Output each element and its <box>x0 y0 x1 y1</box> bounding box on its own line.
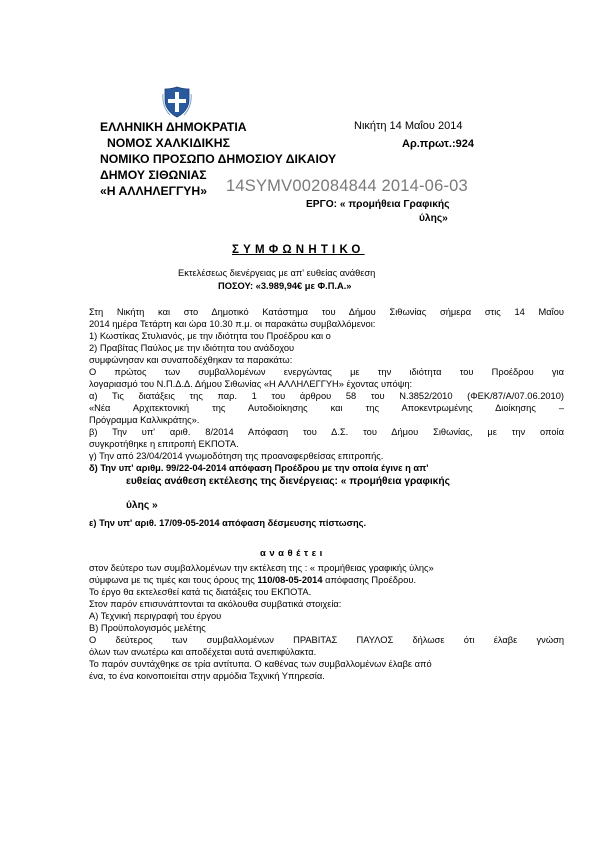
header-municipality: ΔΗΜΟΥ ΣΙΘΩΝΙΑΣ <box>100 168 207 182</box>
place-date: Νικήτη 14 Μαΐου 2014 <box>354 120 463 132</box>
contract-amount: ΠΟΣΟΥ: «3.989,94€ με Φ.Π.Α.» <box>218 281 352 291</box>
decision-number: 110/08-05-2014 <box>257 575 323 585</box>
paragraph-line: ε) Την υπ' αριθ. 17/09-05-2014 απόφαση δέσμευσης πίστωσης. <box>89 518 367 528</box>
text-segment: απόφασης Προέδρου. <box>322 575 417 585</box>
paragraph-line: Στη Νικήτη και στο Δημοτικό Κατάστημα του Δήμου Σιθωνίας σήμερα στις 14 Μαΐου <box>89 307 564 317</box>
paragraph-line: δ) Την υπ' αριθμ. 99/22-04-2014 απόφαση Προέδρου με την οποία έγινε η απ' <box>89 463 429 473</box>
header-organization: «Η ΑΛΛΗΛΕΓΓΥΗ» <box>100 184 207 198</box>
paragraph-line: γ) Την από 23/04/2014 γνωμοδότηση της προαναφερθείσας επιτροπής. <box>89 451 384 461</box>
paragraph-line: Ο δεύτερος των συμβαλλομένων ΠΡΑΒΙΤΑΣ ΠΑΥΛΟΣ δήλωσε ότι έλαβε γνώση <box>89 635 564 645</box>
paragraph-line: λογαριασμό του Ν.Π.Δ.Δ. Δήμου Σιθωνίας «Η ΑΛΛΗΛΕΓΓΥΗ» έχοντας υπόψη: <box>89 379 413 389</box>
paragraph-line: «Νέα Αρχιτεκτονική της Αυτοδιοίκησης και της Αποκεντρωμένης Διοίκησης – <box>89 403 564 413</box>
ada-code: 14SYMV002084844 2014-06-03 <box>226 177 468 195</box>
paragraph-line <box>89 575 416 587</box>
text-segment: σύμφωνα με τις τιμές και τους όρους της <box>89 575 258 585</box>
project-title-line1: ΕΡΓΟ: « προμήθεια Γραφικής <box>306 199 450 210</box>
paragraph-line: όλων των ανωτέρω και αποδέχεται αυτά ανεπιφύλακτα. <box>89 647 317 657</box>
greek-coat-of-arms-icon <box>162 86 192 118</box>
paragraph-line: συμφώνησαν και συναποδέχθηκαν τα παρακάτω: <box>89 355 293 365</box>
document-subtitle: Εκτελέσεως διενέργειας με απ' ευθείας ανάθεση <box>178 268 376 278</box>
paragraph-line: ευθείας ανάθεση εκτέλεσης της διενέργειας: « προμήθεια γραφικής <box>126 476 450 487</box>
paragraph-line: α) Τις διατάξεις της παρ. 1 του άρθρου 58 του Ν.3852/2010 (ΦΕΚ/87/Α/07.06.2010) <box>89 391 564 401</box>
protocol-number: Αρ.πρωτ.:924 <box>402 138 474 150</box>
paragraph-line: Πρόγραμμα Καλλικράτης». <box>89 415 200 425</box>
paragraph-line: β) Την υπ' αριθ. 8/2014 Απόφαση του Δ.Σ. του Δήμου Σιθωνίας, με την οποία <box>89 427 564 437</box>
header-legal-entity: ΝΟΜΙΚΟ ΠΡΟΣΩΠΟ ΔΗΜΟΣΙΟΥ ΔΙΚΑΙΟΥ <box>100 152 337 166</box>
paragraph-line: συγκροτήθηκε η επιτροπή ΕΚΠΟΤΑ. <box>89 439 239 449</box>
paragraph-line: Το έργο θα εκτελεσθεί κατά τις διατάξεις του ΕΚΠΟΤΑ. <box>89 587 312 597</box>
paragraph-line: Το παρόν συντάχθηκε σε τρία αντίτυπα. Ο καθένας των συμβαλλομένων έλαβε από <box>89 659 432 669</box>
header-prefecture: ΝΟΜΟΣ ΧΑΛΚΙΔΙΚΗΣ <box>107 136 230 150</box>
section-heading-assigns: αναθέτει <box>260 548 326 559</box>
paragraph-line: Ο πρώτος των συμβαλλομένων ενεργώντας με την ιδιότητα του Προέδρου για <box>89 367 564 377</box>
paragraph-line: 1) Κωστίκας Στυλιανός, με την ιδιότητα του Προέδρου και ο <box>89 331 331 341</box>
paragraph-line: Στον παρόν επισυνάπτονται τα ακόλουθα συμβατικά στοιχεία: <box>89 599 342 609</box>
document-title: ΣΥΜΦΩΝΗΤΙΚΟ <box>232 244 365 256</box>
paragraph-line: ύλης » <box>126 500 158 511</box>
paragraph-line: 2) Πραβίτας Παύλος με την ιδιότητα του ανάδοχου <box>89 343 295 353</box>
paragraph-line: 2014 ημέρα Τετάρτη και ώρα 10.30 π.μ. οι παρακάτω συμβαλλόμενοι: <box>89 319 376 329</box>
project-title-line2: ύλης» <box>419 213 448 224</box>
paragraph-line: Α) Τεχνική περιγραφή του έργου <box>89 611 222 621</box>
paragraph-line: Β) Προϋπολογισμός μελέτης <box>89 623 206 633</box>
header-country: ΕΛΛΗΝΙΚΗ ΔΗΜΟΚΡΑΤΙΑ <box>100 120 247 134</box>
paragraph-line: στον δεύτερο των συμβαλλομένων την εκτέλεση της : « προμήθειας γραφικής ύλης» <box>89 563 434 573</box>
paragraph-line: ένα, το ένα κοινοποιείται στην αρμόδια Τεχνική Υπηρεσία. <box>89 671 325 681</box>
